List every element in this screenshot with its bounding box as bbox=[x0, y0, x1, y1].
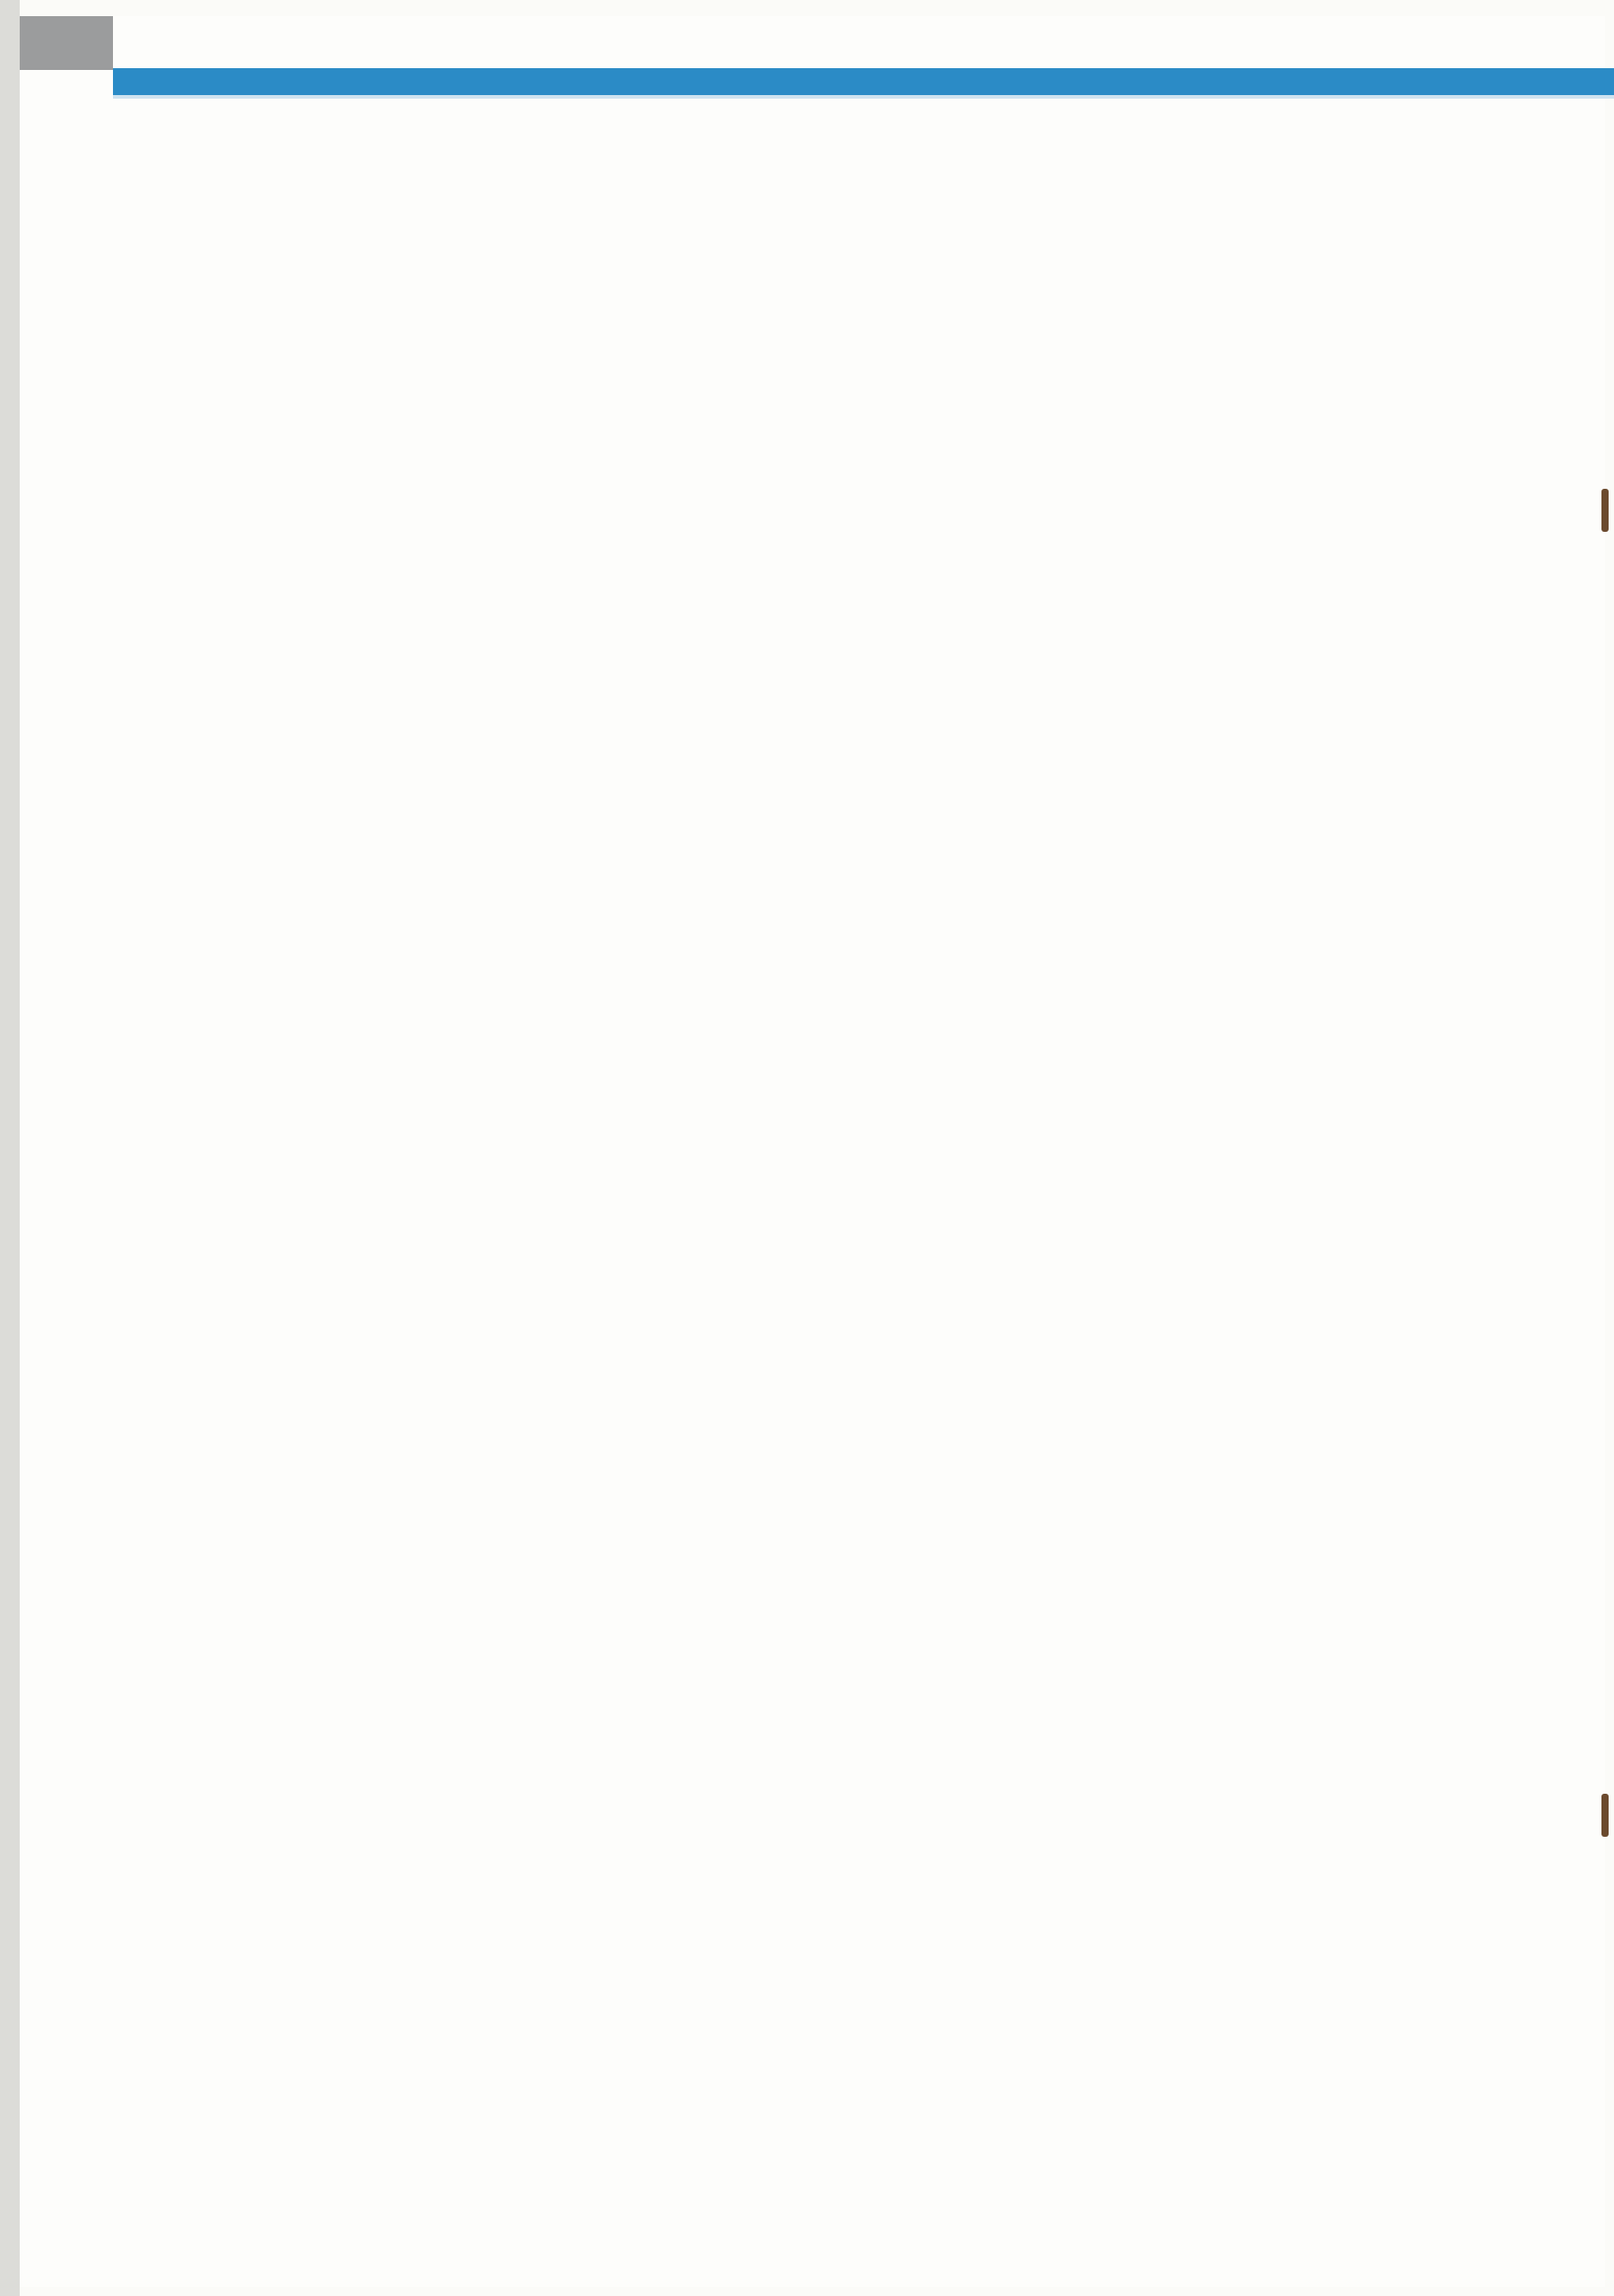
header-blue-bar bbox=[113, 68, 1614, 95]
header-blue-underline bbox=[113, 95, 1614, 99]
middle-text-block bbox=[161, 807, 1488, 1453]
header-grey-tab bbox=[20, 16, 113, 70]
binder-mark-bottom bbox=[1601, 1794, 1609, 1837]
scan-edge bbox=[0, 0, 20, 2296]
bottom-text-block bbox=[161, 1471, 1488, 2117]
top-text-block bbox=[161, 135, 1488, 780]
binder-mark-top bbox=[1601, 489, 1609, 532]
